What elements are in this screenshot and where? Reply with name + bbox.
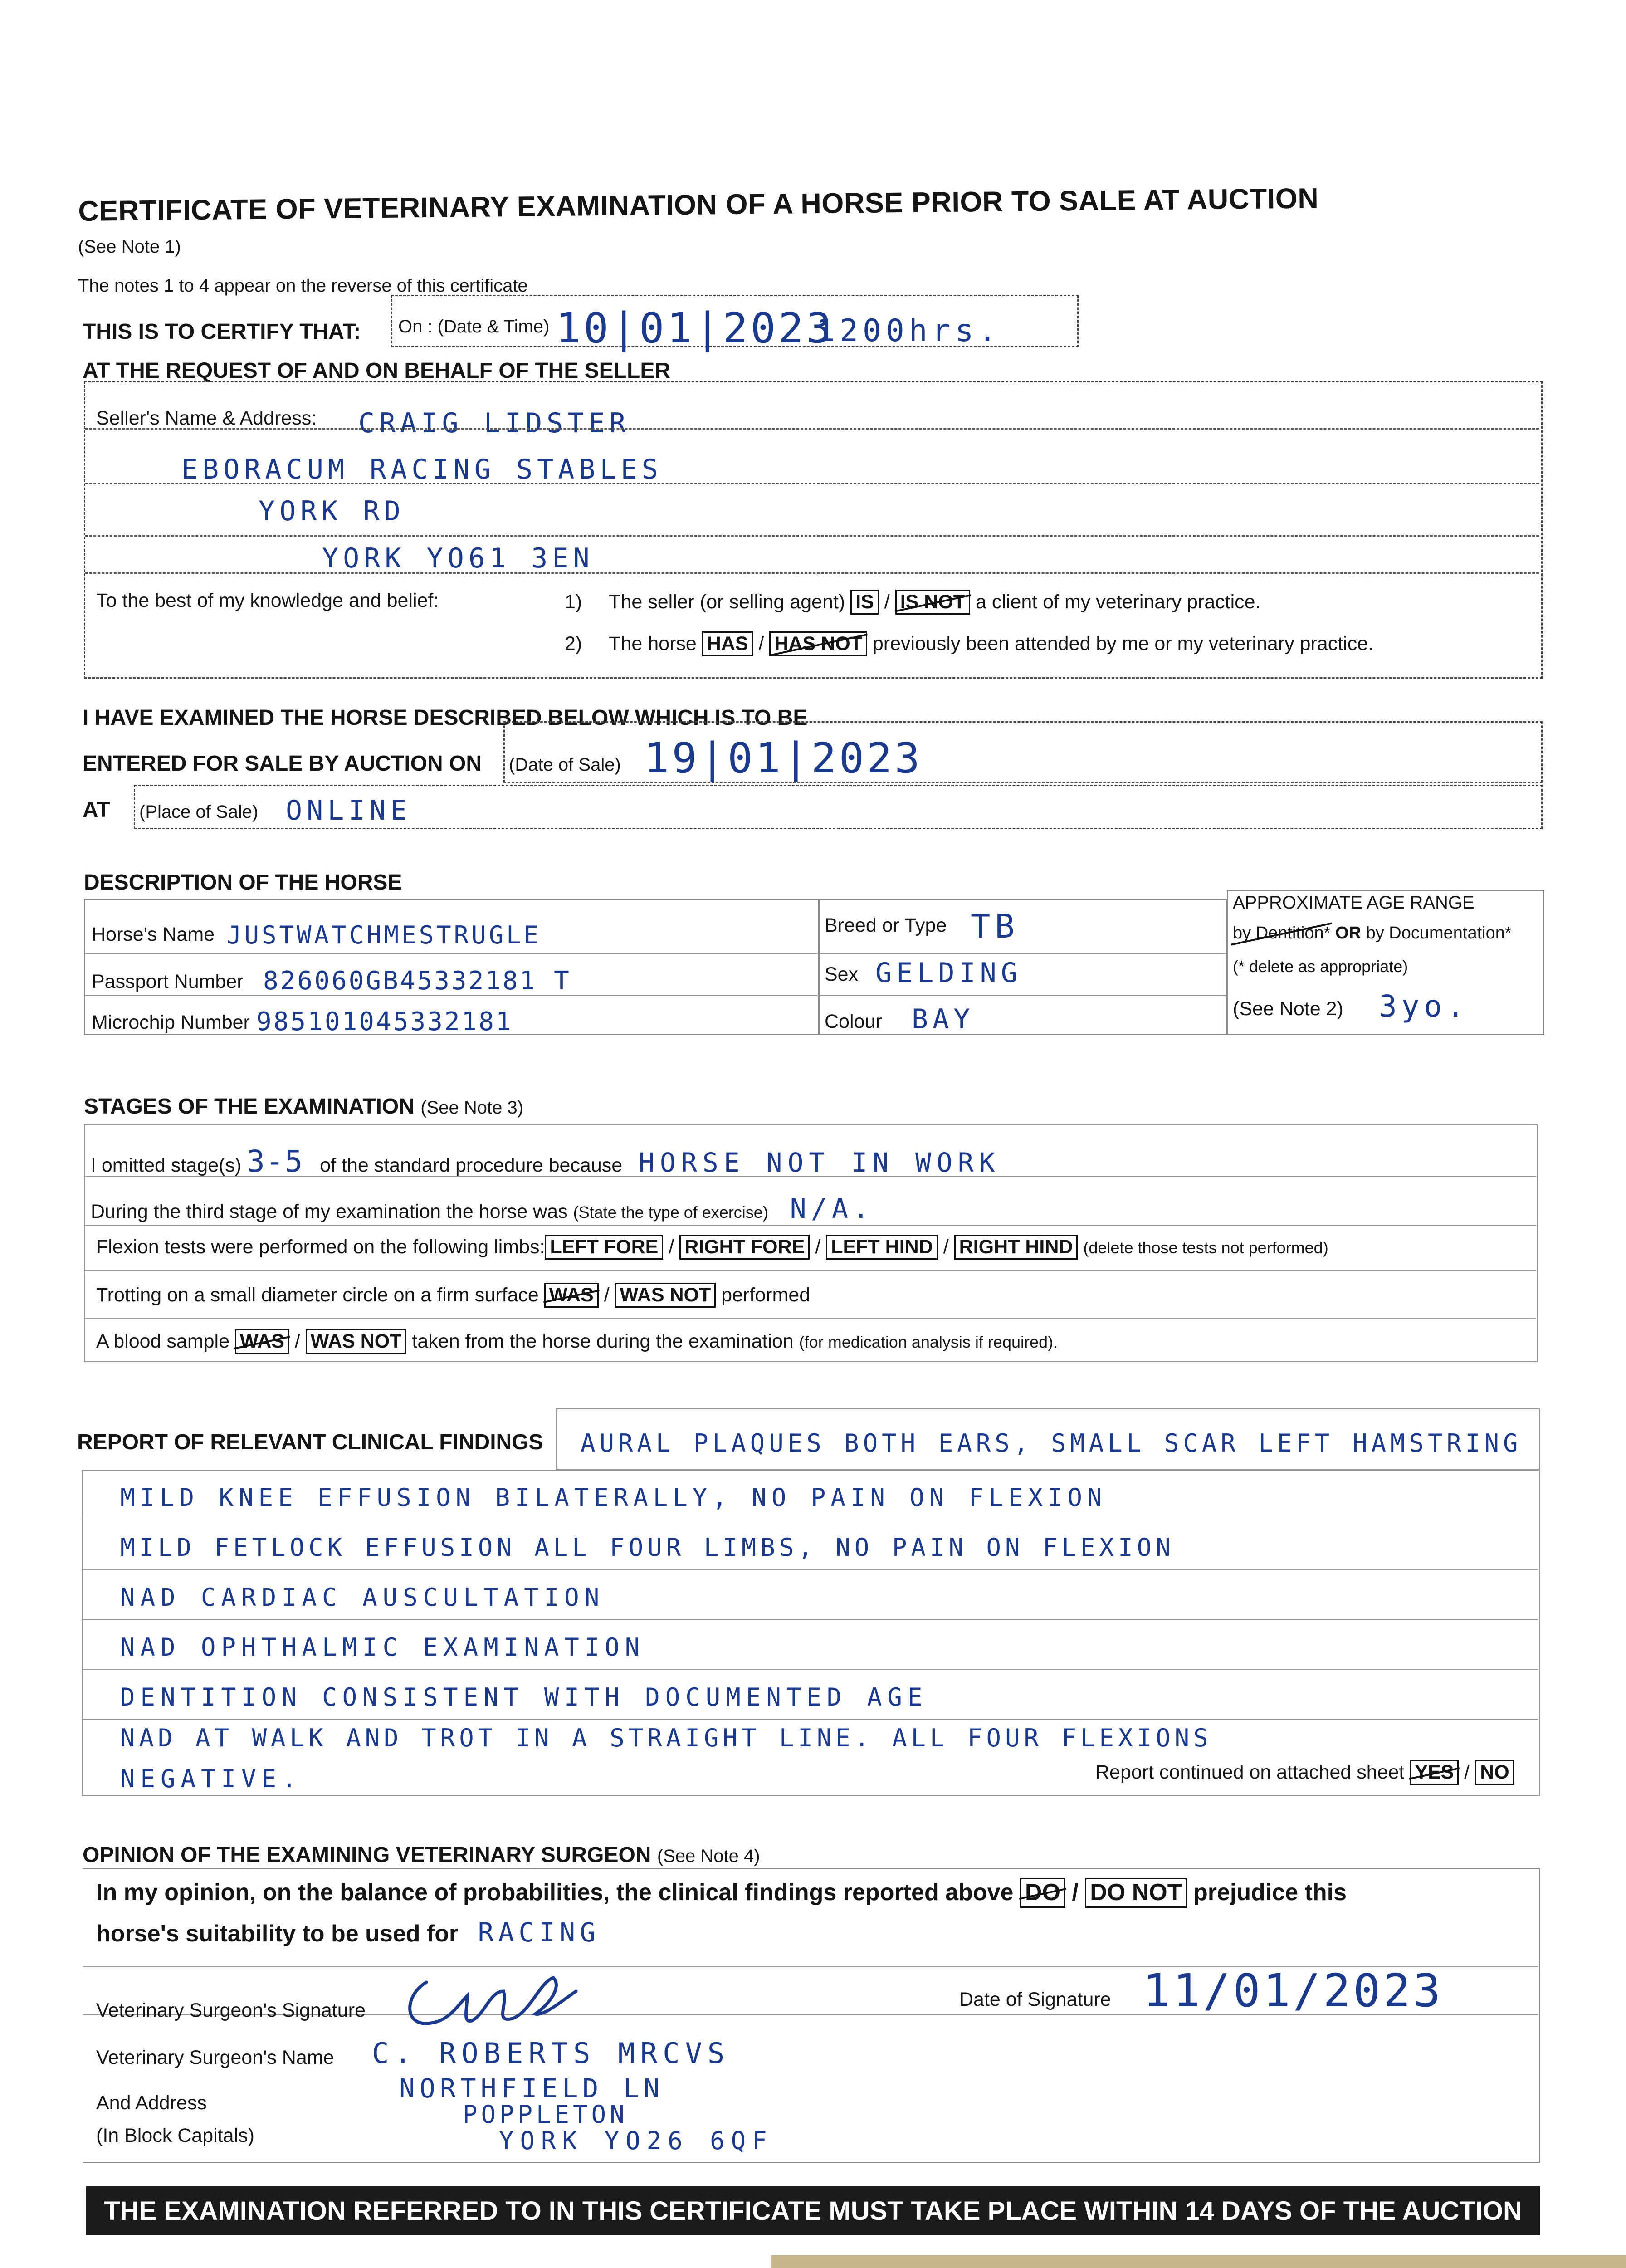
continued-sep: /: [1464, 1761, 1470, 1783]
opinion-heading: [83, 1843, 760, 1867]
seller-name-value: CRAIG LIDSTER: [358, 407, 630, 439]
omitted-stages-value: 3-5: [247, 1144, 304, 1179]
continued-yes-option: YES: [1410, 1760, 1459, 1785]
stages-row-line-3: [85, 1270, 1536, 1271]
vet-address-line2: POPPLETON: [463, 2100, 628, 2129]
flexion-right-fore: RIGHT FORE: [679, 1235, 810, 1260]
stages-heading-note: (See Note 3): [420, 1098, 524, 1118]
see-note-1: (See Note 1): [78, 237, 181, 257]
opinion-do-option: DO: [1020, 1878, 1065, 1908]
statement-2-post: previously been attended by me or my veterinary practice.: [872, 633, 1374, 655]
horse-name-value: JUSTWATCHMESTRUGLE: [227, 921, 542, 949]
stages-heading-text: STAGES OF THE EXAMINATION: [84, 1095, 415, 1119]
statement-2-sep: /: [758, 633, 764, 655]
flexion-sep-1: /: [669, 1236, 674, 1258]
description-heading: DESCRIPTION OF THE HORSE: [84, 870, 402, 894]
third-stage-label: During the third stage of my examination the horse was: [91, 1201, 568, 1222]
third-stage-note: (State the type of exercise): [573, 1203, 768, 1222]
breed-value: TB: [971, 907, 1019, 945]
colour-value: BAY: [912, 1003, 975, 1035]
scan-edge-strip: [771, 2255, 1626, 2268]
statement-1: [565, 590, 1261, 615]
seller-is-not-option: IS NOT: [895, 590, 970, 615]
exam-time-value: 1200hrs.: [816, 313, 1001, 349]
age-see-note: (See Note 2): [1233, 998, 1343, 1020]
request-line: AT THE REQUEST OF AND ON BEHALF OF THE SELLER: [83, 359, 670, 383]
flexion-row: [96, 1235, 1328, 1260]
opinion-heading-note: (See Note 4): [657, 1846, 760, 1866]
age-by-dentition: by Dentition*: [1233, 924, 1331, 943]
seller-line-1: [85, 428, 1539, 430]
age-value: 3yo.: [1379, 989, 1469, 1024]
report-continued-row: [1095, 1760, 1514, 1785]
findings-heading: REPORT OF RELEVANT CLINICAL FINDINGS: [77, 1430, 543, 1454]
findings-row-line-4: [83, 1669, 1538, 1670]
flexion-sep-3: /: [943, 1236, 949, 1258]
age-or: OR: [1335, 924, 1362, 943]
stages-heading: [84, 1094, 523, 1119]
horse-has-not-option: HAS NOT: [769, 631, 867, 656]
passport-value: 826060GB45332181 T: [263, 966, 571, 996]
findings-line-6: NAD AT WALK AND TROT IN A STRAIGHT LINE. ALL FOUR FLEXIONS: [120, 1724, 1212, 1752]
omitted-stages-row: [91, 1144, 1001, 1179]
findings-row-line-3: [83, 1619, 1538, 1620]
horse-has-option: HAS: [702, 631, 753, 656]
signature-date-label: Date of Signature: [959, 1989, 1111, 2010]
seller-line-3: [85, 535, 1539, 537]
trotting-sep: /: [604, 1284, 610, 1306]
opinion-text-post: prejudice this: [1193, 1879, 1347, 1906]
horse-name-label: Horse's Name: [92, 924, 215, 945]
sex-label: Sex: [825, 963, 859, 985]
report-continued-label: Report continued on attached sheet: [1095, 1761, 1405, 1783]
vet-address-line3: YORK YO26 6QF: [499, 2126, 773, 2155]
flexion-left-hind: LEFT HIND: [826, 1235, 938, 1260]
signature-date-value: 11/01/2023: [1143, 1964, 1444, 2017]
sale-heading-1: I HAVE EXAMINED THE HORSE DESCRIBED BELOW WHICH IS TO BE: [83, 706, 808, 730]
blood-post: taken from the horse during the examination: [412, 1330, 794, 1352]
vet-name-value: C. ROBERTS MRCVS: [372, 2037, 730, 2070]
findings-line-2: MILD FETLOCK EFFUSION ALL FOUR LIMBS, NO PAIN ON FLEXION: [120, 1533, 1175, 1562]
statement-1-number: 1): [565, 591, 582, 613]
age-delete-note: (* delete as appropriate): [1233, 957, 1408, 976]
statement-2: [565, 631, 1373, 656]
vet-signature: [399, 1964, 599, 2032]
vet-name-label: Veterinary Surgeon's Name: [96, 2047, 334, 2068]
statement-1-sep: /: [884, 591, 890, 613]
opinion-text-pre: In my opinion, on the balance of probabilities, the clinical findings reported above: [96, 1879, 1014, 1906]
vet-address-line1: NORTHFIELD LN: [399, 2073, 664, 2104]
omitted-because-label: of the standard procedure because: [320, 1154, 623, 1176]
place-of-sale-label: (Place of Sale): [139, 802, 259, 822]
age-range-heading: APPROXIMATE AGE RANGE: [1233, 893, 1475, 913]
microchip-value: 985101045332181: [256, 1007, 513, 1036]
trotting-was-option: WAS: [544, 1283, 599, 1308]
statement-2-text: The horse: [609, 633, 697, 655]
findings-line-3: NAD CARDIAC AUSCULTATION: [120, 1583, 605, 1612]
statement-1-post: a client of my veterinary practice.: [975, 591, 1261, 613]
address-block-capitals-label: (In Block Capitals): [96, 2125, 254, 2146]
findings-line-1: MILD KNEE EFFUSION BILATERALLY, NO PAIN ON FLEXION: [120, 1483, 1107, 1512]
signature-label: Veterinary Surgeon's Signature: [96, 1999, 366, 2021]
opinion-text-line-1: [96, 1878, 1347, 1908]
third-stage-value: N/A.: [790, 1193, 874, 1225]
trotting-was-not-option: WAS NOT: [615, 1283, 716, 1308]
flexion-left-fore: LEFT FORE: [545, 1235, 663, 1260]
seller-address-line1: EBORACUM RACING STABLES: [181, 454, 663, 485]
breed-label: Breed or Type: [825, 914, 947, 936]
findings-line-0: AURAL PLAQUES BOTH EARS, SMALL SCAR LEFT HAMSTRING: [581, 1429, 1522, 1457]
certify-label: THIS IS TO CERTIFY THAT:: [83, 320, 361, 344]
age-by-documentation: by Documentation*: [1366, 924, 1512, 943]
statement-2-number: 2): [565, 633, 582, 655]
knowledge-label: To the best of my knowledge and belief:: [96, 590, 439, 611]
blood-was-option: WAS: [235, 1329, 289, 1354]
continued-no-option: NO: [1475, 1760, 1514, 1785]
address-label: And Address: [96, 2092, 207, 2114]
flexion-delete-note: (delete those tests not performed): [1083, 1238, 1328, 1257]
findings-row-line-2: [83, 1569, 1538, 1570]
flexion-right-hind: RIGHT HIND: [954, 1235, 1078, 1260]
exam-date-value: 10|01|2023: [556, 304, 834, 352]
findings-row-line-5: [83, 1719, 1538, 1720]
statement-1-text: The seller (or selling agent): [609, 591, 845, 613]
sex-value: GELDING: [875, 957, 1022, 989]
omitted-label: I omitted stage(s): [91, 1154, 242, 1176]
flexion-sep-2: /: [815, 1236, 821, 1258]
seller-name-label: Seller's Name & Address:: [96, 407, 317, 429]
blood-label: A blood sample: [96, 1330, 230, 1352]
blood-note: (for medication analysis if required).: [799, 1333, 1058, 1351]
on-date-time-label: On : (Date & Time): [398, 317, 550, 337]
seller-address-line2: YORK RD: [259, 495, 405, 527]
seller-line-2: [85, 483, 1539, 484]
third-stage-row: [91, 1193, 874, 1225]
findings-line-7: NEGATIVE.: [120, 1765, 302, 1793]
trotting-label: Trotting on a small diameter circle on a firm surface: [96, 1284, 539, 1306]
blood-sample-row: [96, 1329, 1058, 1354]
place-of-sale-value: ONLINE: [286, 795, 411, 826]
certificate-title: CERTIFICATE OF VETERINARY EXAMINATION OF A HORSE PRIOR TO SALE AT AUCTION: [78, 182, 1319, 227]
notes-line: The notes 1 to 4 appear on the reverse of this certificate: [78, 276, 528, 296]
age-by-line: [1233, 924, 1512, 943]
description-row-line-2: [85, 995, 1226, 996]
opinion-heading-text: OPINION OF THE EXAMINING VETERINARY SURGEON: [83, 1843, 651, 1867]
opinion-suitability-label: horse's suitability to be used for: [96, 1921, 459, 1947]
flexion-label: Flexion tests were performed on the following limbs:: [96, 1236, 545, 1258]
footer-banner: THE EXAMINATION REFERRED TO IN THIS CERTIFICATE MUST TAKE PLACE WITHIN 14 DAYS OF THE AUCTION: [86, 2186, 1540, 2235]
trotting-post: performed: [721, 1284, 811, 1306]
opinion-use-value: RACING: [478, 1917, 601, 1948]
omitted-reason-value: HORSE NOT IN WORK: [639, 1147, 1001, 1178]
microchip-label: Microchip Number: [92, 1012, 250, 1033]
seller-line-4: [85, 572, 1539, 574]
sale-heading-2: ENTERED FOR SALE BY AUCTION ON: [83, 752, 482, 776]
findings-line-4: NAD OPHTHALMIC EXAMINATION: [120, 1633, 645, 1662]
at-label: AT: [83, 798, 110, 822]
opinion-do-not-option: DO NOT: [1085, 1878, 1187, 1908]
opinion-sep: /: [1072, 1879, 1079, 1906]
date-of-sale-value: 19|01|2023: [644, 734, 923, 782]
blood-sep: /: [294, 1330, 300, 1352]
colour-label: Colour: [825, 1011, 882, 1032]
seller-is-option: IS: [850, 590, 879, 615]
passport-label: Passport Number: [92, 971, 244, 992]
blood-was-not-option: WAS NOT: [306, 1329, 407, 1354]
trotting-row: [96, 1283, 810, 1308]
opinion-text-line-2: [96, 1917, 600, 1948]
description-row-line-1: [85, 953, 1226, 954]
findings-line-5: DENTITION CONSISTENT WITH DOCUMENTED AGE: [120, 1683, 928, 1711]
date-of-sale-label: (Date of Sale): [509, 755, 621, 775]
stages-row-line-2: [85, 1225, 1536, 1226]
seller-address-line3: YORK YO61 3EN: [322, 543, 594, 574]
stages-row-line-4: [85, 1318, 1536, 1319]
